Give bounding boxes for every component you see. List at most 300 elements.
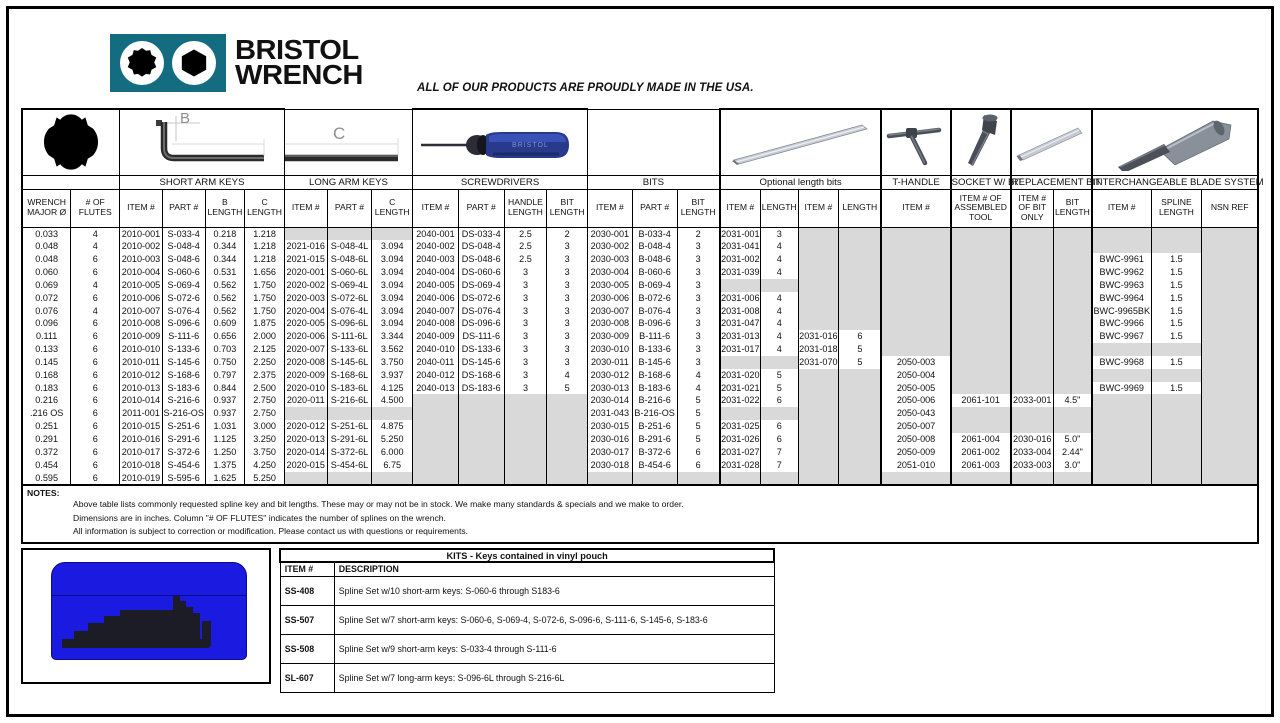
- cell-opt1-length: 3: [760, 227, 798, 240]
- cell-wrench-major: 0.060: [22, 266, 71, 279]
- cell-sa-b-length: 0.562: [205, 279, 245, 292]
- cell-replacement-bit-length: 5.0": [1053, 433, 1092, 446]
- pouch-seam: [52, 595, 246, 596]
- kits-header-row: [280, 562, 774, 576]
- cell-bit-item: 2030-002: [588, 240, 633, 253]
- cell-sd-handle-length: 2.5: [504, 253, 547, 266]
- cell-sd-item: 2040-004: [413, 266, 459, 279]
- cell-socket-item: [951, 317, 1011, 330]
- cell-sa-item: 2010-001: [120, 227, 163, 240]
- cell-sd-item: [413, 433, 459, 446]
- cell-wrench-major: 0.145: [22, 356, 71, 369]
- cell-bit-part: B-048-6: [632, 253, 677, 266]
- cell-bit-length: 3: [677, 266, 720, 279]
- cell-sd-part: DS-060-6: [458, 266, 504, 279]
- cell-sd-bit-length: 3: [547, 279, 588, 292]
- cell-opt1-length: [760, 279, 798, 292]
- cell-flutes: 6: [71, 343, 120, 356]
- cell-socket-item: [951, 369, 1011, 382]
- cell-ibs-spline-length: [1151, 369, 1202, 382]
- cell-sd-part: [458, 446, 504, 459]
- cell-sa-c-length: 1.875: [245, 317, 285, 330]
- group-header-socket: SOCKET W/ BIT: [951, 176, 1023, 188]
- cell-socket-item: [951, 407, 1011, 420]
- cell-t-handle-item: [881, 305, 950, 318]
- cell-sa-item: 2010-015: [120, 420, 163, 433]
- cell-ibs-spline-length: 1.5: [1151, 330, 1202, 343]
- cell-opt1-item: 2031-001: [721, 228, 760, 239]
- cell-ibs-spline-length: 1.5: [1151, 356, 1202, 369]
- cell-la-part: S-183-6L: [327, 382, 372, 395]
- cell-sd-bit-length: 3: [547, 266, 588, 279]
- cell-ibs-nsn: [1202, 394, 1258, 407]
- group-header-t-handle: T-HANDLE: [881, 175, 950, 189]
- kit-description: Spline Set w/7 short-arm keys: S-060-6, S-069-4, S-072-6, S-096-6, S-111-6, S-145-6, S-183-6: [334, 605, 774, 634]
- cell-sa-b-length: 0.562: [205, 305, 245, 318]
- cell-opt2-length: [839, 317, 882, 330]
- cell-opt1-length: [760, 407, 798, 420]
- cell-opt1-item: [720, 279, 761, 292]
- cell-sa-part: S-076-4: [162, 305, 205, 318]
- colhead-rep-bit-length: BIT LENGTH: [1053, 189, 1092, 227]
- cell-bit-item: [588, 472, 633, 486]
- cell-wrench-major: 0.168: [22, 369, 71, 382]
- cell-bit-item: 2030-009: [588, 330, 633, 343]
- cell-ibs-nsn: [1202, 407, 1258, 420]
- vinyl-pouch-image: [21, 548, 271, 684]
- cell-opt1-item: 2031-041: [721, 241, 760, 252]
- cell-ibs-item: [1092, 420, 1151, 433]
- kit-row: [280, 663, 774, 692]
- cell-la-c-length: [372, 472, 413, 486]
- cell-replacement-item: [1011, 253, 1054, 266]
- cell-ibs-item: BWC-9961: [1092, 253, 1151, 266]
- cell-sa-c-length: 3.250: [245, 433, 285, 446]
- cell-sa-part: S-168-6: [162, 369, 205, 382]
- cell-sd-handle-length: 3: [504, 266, 547, 279]
- cell-wrench-major: 0.048: [22, 253, 71, 266]
- cell-bit-part: B-454-6: [632, 459, 677, 472]
- cell-bit-part: B-060-6: [632, 266, 677, 279]
- cell-replacement-item: [1011, 266, 1054, 279]
- cell-sd-bit-length: 3: [547, 317, 588, 330]
- cell-la-part: S-060-6L: [327, 266, 372, 279]
- cell-sa-item: 2010-014: [120, 394, 163, 407]
- cell-opt2-item: [798, 292, 839, 305]
- cell-sa-item: 2011-001: [120, 407, 163, 420]
- cell-ibs-item: [1092, 407, 1151, 420]
- cell-sd-bit-length: 3: [547, 343, 588, 356]
- cell-sa-item: 2010-006: [120, 292, 163, 305]
- cell-la-part: S-145-6L: [327, 356, 372, 369]
- cell-sa-item: 2010-012: [120, 369, 163, 382]
- cell-sd-item: 2040-006: [413, 292, 459, 305]
- cell-opt1-item: [720, 356, 761, 369]
- cell-replacement-item: [1011, 240, 1054, 253]
- cell-la-c-length: 4.875: [372, 420, 413, 433]
- kit-row: [280, 576, 774, 605]
- cell-replacement-bit-length: [1053, 407, 1092, 420]
- colhead-ibs-item: ITEM #: [1092, 189, 1151, 227]
- cell-replacement-bit-length: [1053, 240, 1092, 253]
- cell-la-item: 2020-006: [284, 330, 327, 343]
- cell-flutes: 6: [71, 394, 120, 407]
- cell-t-handle-item: [881, 292, 950, 305]
- cell-la-part: S-133-6L: [327, 343, 372, 356]
- svg-text:B: B: [180, 110, 191, 128]
- cell-ibs-item: [1092, 227, 1151, 240]
- cell-flutes: 6: [71, 407, 120, 420]
- cell-sd-bit-length: [547, 394, 588, 407]
- cell-la-c-length: 3.094: [372, 292, 413, 305]
- cell-sa-c-length: 1.218: [245, 240, 285, 253]
- table-row: [22, 446, 1258, 459]
- cell-la-part: S-251-6L: [327, 420, 372, 433]
- table-row: [22, 382, 1258, 395]
- cell-opt1-length: 5: [760, 369, 798, 382]
- cell-sd-item: 2040-010: [413, 343, 459, 356]
- cell-sd-bit-length: [547, 446, 588, 459]
- cell-replacement-bit-length: 3.0": [1053, 459, 1092, 472]
- cell-sa-part: S-183-6: [162, 382, 205, 395]
- cell-sa-part: S-111-6: [162, 330, 205, 343]
- cell-ibs-nsn: [1202, 382, 1258, 395]
- cell-bit-length: 6: [677, 446, 720, 459]
- hex-socket-icon: [172, 41, 216, 85]
- cell-bit-item: 2030-018: [588, 459, 633, 472]
- cell-replacement-bit-length: [1053, 472, 1092, 486]
- cell-t-handle-item: 2050-007: [881, 420, 950, 433]
- cell-opt2-item: 2031-018: [799, 344, 838, 355]
- cell-bit-part: B-251-6: [632, 420, 677, 433]
- kits-table: [279, 548, 775, 693]
- cell-sa-item: 2010-010: [120, 343, 163, 356]
- group-header-interchangeable: INTERCHANGEABLE BLADE SYSTEM: [1093, 176, 1264, 188]
- cell-flutes: 6: [71, 446, 120, 459]
- cell-sd-bit-length: 3: [547, 292, 588, 305]
- cell-la-item: 2020-013: [284, 433, 327, 446]
- cell-t-handle-item: 2050-004: [881, 369, 950, 382]
- cell-sa-part: S-454-6: [162, 459, 205, 472]
- cell-opt2-item: [798, 446, 839, 459]
- cell-flutes: 6: [71, 433, 120, 446]
- cell-opt1-length: 4: [760, 330, 798, 343]
- cell-ibs-nsn: [1202, 433, 1258, 446]
- cell-ibs-item: BWC-9965BK: [1093, 305, 1151, 316]
- cell-replacement-bit-length: 2.44": [1053, 446, 1092, 459]
- wrench-key-shape: [74, 631, 200, 639]
- cell-opt1-length: [760, 356, 798, 369]
- cell-replacement-bit-length: [1053, 420, 1092, 433]
- cell-la-c-length: 3.094: [372, 317, 413, 330]
- colhead-sd-bit-length: BIT LENGTH: [547, 189, 588, 227]
- cell-sd-bit-length: [547, 420, 588, 433]
- cell-t-handle-item: 2050-005: [881, 382, 950, 395]
- cell-sa-part: S-033-4: [162, 227, 205, 240]
- cell-wrench-major: 0.372: [22, 446, 71, 459]
- cell-opt2-item: [798, 420, 839, 433]
- cell-t-handle-item: [881, 343, 950, 356]
- cell-opt2-item: [798, 382, 839, 395]
- cell-sd-item: [413, 459, 459, 472]
- cell-sd-part: DS-168-6: [458, 369, 504, 382]
- cell-opt1-length: 4: [760, 240, 798, 253]
- cell-sd-handle-length: 3: [504, 330, 547, 343]
- cell-t-handle-item: [881, 317, 950, 330]
- cell-t-handle-item: 2050-043: [881, 407, 950, 420]
- cell-ibs-nsn: [1202, 279, 1258, 292]
- cell-wrench-major: 0.076: [22, 305, 71, 318]
- cell-sa-c-length: 5.250: [245, 472, 285, 486]
- cell-bit-item: 2030-013: [588, 382, 633, 395]
- cell-replacement-bit-length: [1053, 330, 1092, 343]
- logo-word-wrench: WRENCH: [235, 59, 363, 90]
- cell-opt2-item: [798, 227, 839, 240]
- cell-opt1-length: 4: [760, 292, 798, 305]
- cell-sd-item: 2040-005: [413, 279, 459, 292]
- cell-bit-length: 5: [677, 407, 720, 420]
- cell-bit-item: 2030-010: [588, 343, 633, 356]
- cell-ibs-item: BWC-9969: [1092, 382, 1151, 395]
- cell-sa-item: 2010-007: [120, 305, 163, 318]
- cell-sa-part: S-216-OS: [163, 408, 204, 419]
- cell-ibs-spline-length: 1.5: [1151, 292, 1202, 305]
- cell-la-item: 2020-001: [284, 266, 327, 279]
- cell-flutes: 6: [71, 266, 120, 279]
- cell-socket-item: [951, 227, 1011, 240]
- cell-opt2-length: 5: [839, 356, 882, 369]
- table-row: [22, 240, 1258, 253]
- cell-bit-part: B-048-4: [632, 240, 677, 253]
- cell-sd-handle-length: 3: [504, 317, 547, 330]
- cell-sd-item: 2040-008: [413, 317, 459, 330]
- interchangeable-blade-system-image: [1092, 109, 1258, 175]
- cell-la-c-length: 3.094: [372, 266, 413, 279]
- cell-bit-part: B-145-6: [632, 356, 677, 369]
- cell-sa-part: S-595-6: [162, 472, 205, 486]
- cell-replacement-item: [1011, 305, 1054, 318]
- cell-sd-item: [413, 394, 459, 407]
- cell-replacement-bit-length: [1053, 356, 1092, 369]
- cell-opt1-item: 2031-020: [721, 369, 760, 380]
- cell-ibs-spline-length: [1151, 227, 1202, 240]
- cell-la-part: S-048-6L: [327, 253, 372, 266]
- cell-sd-bit-length: 3: [547, 330, 588, 343]
- cell-sa-b-length: 1.375: [205, 459, 245, 472]
- table-row: [22, 369, 1258, 382]
- cell-opt2-length: [839, 240, 882, 253]
- cell-la-c-length: 3.750: [372, 356, 413, 369]
- cell-sa-part: S-072-6: [162, 292, 205, 305]
- cell-wrench-major: 0.183: [22, 382, 71, 395]
- cell-ibs-item: BWC-9963: [1092, 279, 1151, 292]
- table-row: [22, 407, 1258, 420]
- cell-replacement-item: 2033-004: [1011, 446, 1054, 459]
- cell-socket-item: 2061-002: [951, 446, 1011, 459]
- cell-sd-bit-length: [547, 459, 588, 472]
- cell-bit-item: 2030-012: [588, 369, 633, 382]
- cell-ibs-nsn: [1202, 266, 1258, 279]
- cell-replacement-bit-length: [1053, 292, 1092, 305]
- cell-opt2-item: [798, 317, 839, 330]
- cell-la-item: 2020-004: [284, 305, 327, 318]
- cell-la-item: 2020-007: [284, 343, 327, 356]
- cell-opt1-item: 2031-002: [721, 254, 760, 265]
- cell-sd-handle-length: 2.5: [504, 240, 547, 253]
- cell-ibs-item: [1092, 459, 1151, 472]
- colhead-sa-b-length: B LENGTH: [205, 189, 245, 227]
- cell-socket-item: [951, 292, 1011, 305]
- cell-opt2-item: [798, 266, 839, 279]
- cell-socket-item: [951, 382, 1011, 395]
- cell-opt2-length: [839, 253, 882, 266]
- colhead-opt1-length: LENGTH: [760, 189, 798, 227]
- cell-ibs-spline-length: 1.5: [1151, 266, 1202, 279]
- colhead-opt2-item: ITEM #: [798, 189, 839, 227]
- cell-la-c-length: 3.094: [372, 240, 413, 253]
- kits-section: [21, 548, 775, 684]
- cell-replacement-item: [1011, 227, 1054, 240]
- cell-socket-item: [951, 343, 1011, 356]
- cell-opt1-length: 6: [760, 394, 798, 407]
- colhead-la-c-length: C LENGTH: [372, 189, 413, 227]
- colhead-sa-part: PART #: [162, 189, 205, 227]
- cell-sa-c-length: 3.000: [245, 420, 285, 433]
- socket-with-bit-image: [951, 109, 1011, 175]
- cell-bit-length: 3: [677, 279, 720, 292]
- cell-la-item: 2020-011: [284, 394, 327, 407]
- cell-opt1-item: [720, 472, 761, 486]
- cell-sd-item: 2040-002: [413, 240, 459, 253]
- cell-sd-part: DS-069-4: [458, 279, 504, 292]
- cell-sd-part: DS-183-6: [458, 382, 504, 395]
- cell-sa-c-length: 1.750: [245, 292, 285, 305]
- cell-opt1-length: 7: [760, 459, 798, 472]
- cell-replacement-bit-length: 4.5": [1053, 394, 1092, 407]
- kits-table-body: [280, 576, 774, 692]
- cell-sd-bit-length: 3: [547, 305, 588, 318]
- cell-ibs-item: BWC-9968: [1092, 356, 1151, 369]
- cell-bit-length: [677, 472, 720, 486]
- cell-la-item: 2020-012: [284, 420, 327, 433]
- cell-socket-item: [951, 356, 1011, 369]
- cell-opt2-length: [839, 292, 882, 305]
- cell-t-handle-item: [881, 253, 950, 266]
- cell-socket-item: 2061-004: [951, 433, 1011, 446]
- cell-replacement-item: [1011, 382, 1054, 395]
- cell-la-item: 2020-010: [284, 382, 327, 395]
- cell-sa-item: 2010-005: [120, 279, 163, 292]
- kits-colhead-item: ITEM #: [280, 562, 334, 576]
- colhead-sd-part: PART #: [458, 189, 504, 227]
- cell-bit-length: 6: [677, 459, 720, 472]
- cell-la-c-length: 3.937: [372, 369, 413, 382]
- cell-sa-b-length: 0.344: [205, 240, 245, 253]
- cell-la-part: S-072-6L: [327, 292, 372, 305]
- group-header-screwdrivers: SCREWDRIVERS: [413, 175, 588, 189]
- cell-flutes: 6: [71, 459, 120, 472]
- cell-sd-part: DS-111-6: [458, 330, 504, 343]
- cell-bit-item: 2030-005: [588, 279, 633, 292]
- cell-sd-item: [413, 407, 459, 420]
- cell-opt2-item: [798, 407, 839, 420]
- cell-sa-c-length: 1.218: [245, 227, 285, 240]
- cell-la-c-length: 3.562: [372, 343, 413, 356]
- cell-sa-b-length: 1.031: [205, 420, 245, 433]
- cell-bit-item: 2030-017: [588, 446, 633, 459]
- cell-ibs-item: [1092, 240, 1151, 253]
- screwdriver-image: [413, 109, 588, 175]
- cell-opt2-length: [839, 420, 882, 433]
- table-row: [22, 459, 1258, 472]
- table-row: [22, 356, 1258, 369]
- table-row: [22, 420, 1258, 433]
- cell-sd-handle-length: 3: [504, 279, 547, 292]
- cell-replacement-item: [1011, 420, 1054, 433]
- colhead-flutes: # OF FLUTES: [71, 189, 120, 227]
- cell-ibs-nsn: [1202, 356, 1258, 369]
- cell-la-part: S-291-6L: [327, 433, 372, 446]
- cell-opt2-length: 6: [839, 330, 882, 343]
- cell-bit-item: 2031-043: [588, 407, 633, 420]
- colhead-sa-c-length: C LENGTH: [245, 189, 285, 227]
- cell-sd-handle-length: 2.5: [504, 227, 547, 240]
- cell-socket-item: [951, 330, 1011, 343]
- colhead-socket-item: ITEM # OF ASSEMBLED TOOL: [951, 189, 1011, 227]
- cell-ibs-item: [1092, 369, 1151, 382]
- cell-opt2-length: [839, 382, 882, 395]
- cell-sd-item: 2040-011: [413, 356, 459, 369]
- cell-t-handle-item: 2050-006: [881, 394, 950, 407]
- group-header-blank: [22, 175, 120, 189]
- cell-flutes: 6: [71, 369, 120, 382]
- note-line: All information is subject to correction or modification. Please contact us with questions or requirements.: [73, 526, 469, 536]
- cell-ibs-spline-length: [1151, 446, 1202, 459]
- cell-la-item: 2020-015: [284, 459, 327, 472]
- kit-item-number: SS-508: [280, 634, 334, 663]
- cell-socket-item: [951, 305, 1011, 318]
- cell-bit-item: 2030-007: [588, 305, 633, 318]
- cell-ibs-nsn: [1202, 240, 1258, 253]
- cell-opt1-item: 2031-017: [721, 344, 760, 355]
- svg-text:C: C: [332, 124, 346, 143]
- cell-opt2-item: [798, 369, 839, 382]
- cell-flutes: 6: [71, 292, 120, 305]
- cell-opt2-item: [798, 394, 839, 407]
- cell-sd-part: DS-033-4: [458, 227, 504, 240]
- cell-sd-item: 2040-003: [413, 253, 459, 266]
- cell-sd-handle-length: [504, 472, 547, 486]
- notes-label: NOTES:: [27, 488, 60, 499]
- cell-ibs-item: BWC-9962: [1092, 266, 1151, 279]
- cell-bit-item: 2030-014: [588, 394, 633, 407]
- cell-socket-item: [951, 240, 1011, 253]
- cell-la-item: 2020-009: [284, 369, 327, 382]
- cell-flutes: 6: [71, 382, 120, 395]
- cell-bit-length: 4: [677, 382, 720, 395]
- cell-sa-b-length: 0.937: [205, 394, 245, 407]
- cell-bit-part: B-096-6: [632, 317, 677, 330]
- cell-replacement-item: [1011, 472, 1054, 486]
- cell-ibs-nsn: [1202, 420, 1258, 433]
- table-row: [22, 279, 1258, 292]
- cell-sa-c-length: 1.218: [245, 253, 285, 266]
- cell-ibs-item: [1092, 446, 1151, 459]
- cell-socket-item: 2061-003: [951, 459, 1011, 472]
- cell-flutes: 6: [71, 356, 120, 369]
- cell-bit-part: B-216-OS: [632, 407, 677, 420]
- cell-replacement-bit-length: [1053, 279, 1092, 292]
